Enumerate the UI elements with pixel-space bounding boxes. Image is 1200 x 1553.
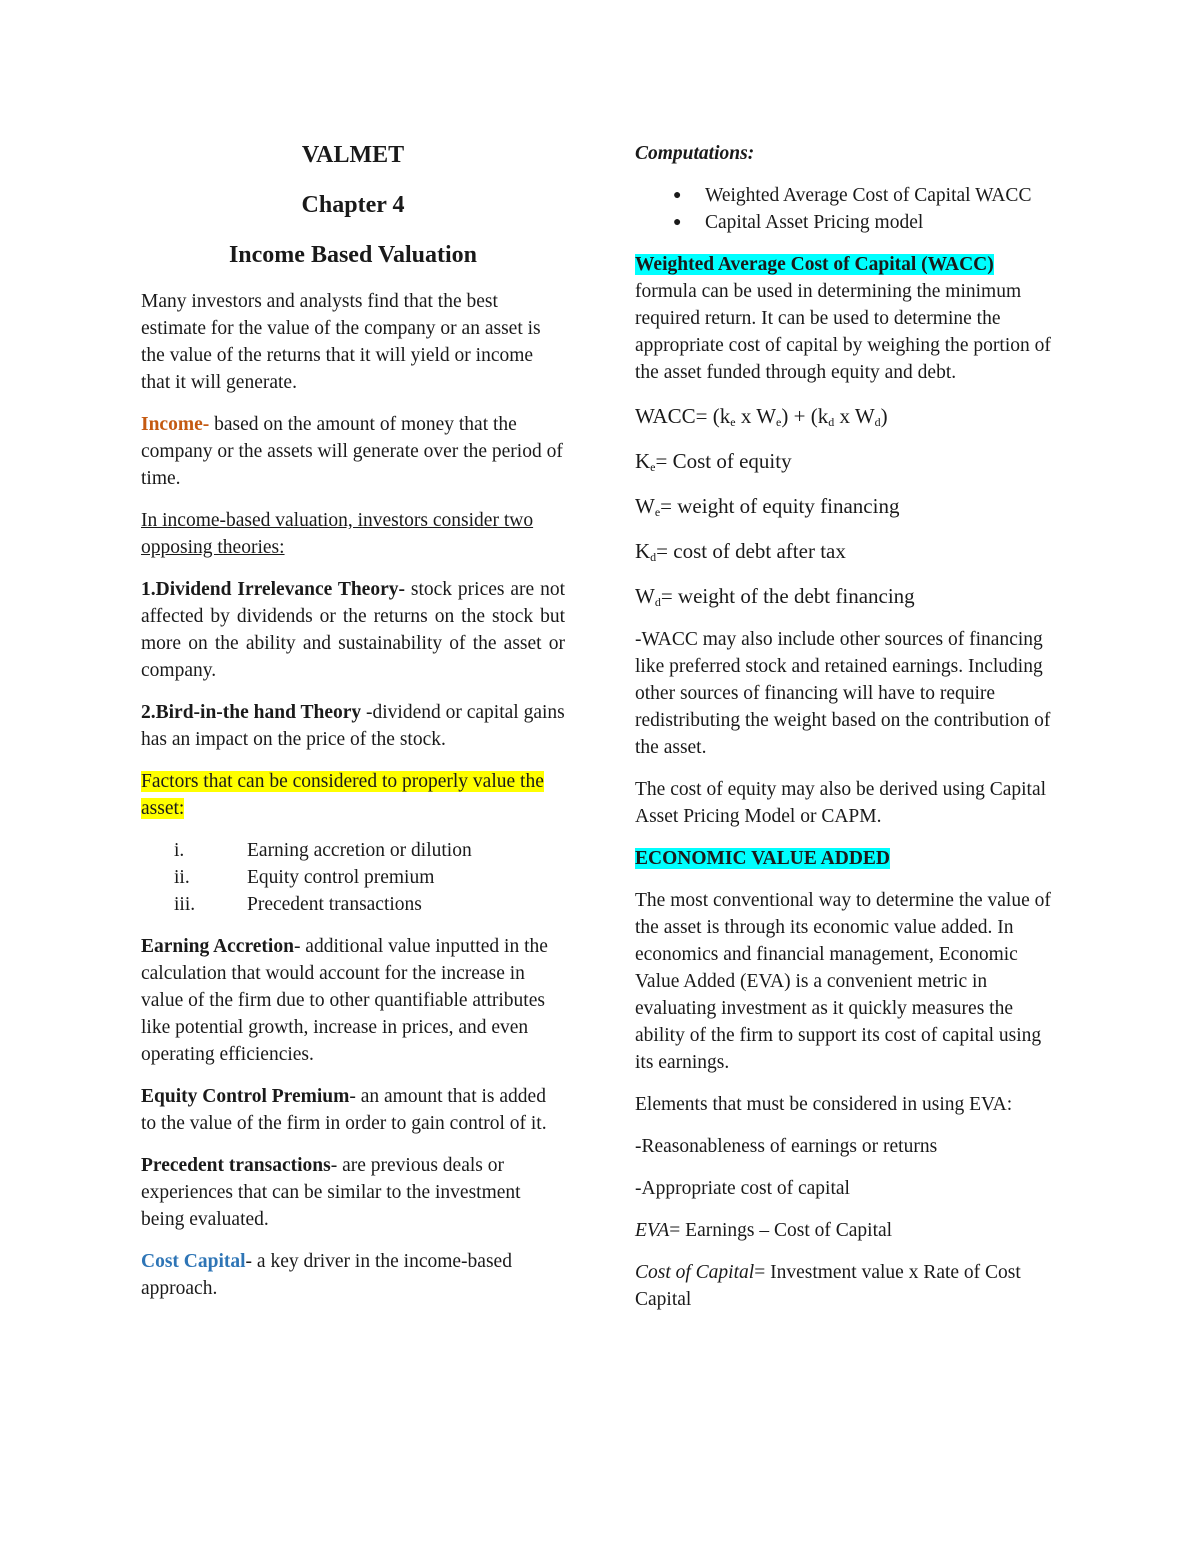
premium-definition: [141, 1083, 565, 1137]
theories-intro-text: In income-based valuation, investors consider two opposing theories:: [141, 510, 534, 558]
list-item: [635, 209, 1060, 236]
theory-2: [141, 699, 565, 753]
wacc-formula: [635, 401, 1060, 431]
cost-capital-def: - a key driver in the income-based approach.: [141, 1251, 512, 1299]
definition-we: [635, 491, 1060, 521]
chapter-title: Chapter 4: [301, 192, 405, 218]
symbol: K: [635, 449, 651, 473]
theory-2-term: 2.Bird-in-the hand Theory: [141, 702, 362, 723]
list-item: [141, 891, 565, 918]
definition-text: = cost of debt after tax: [656, 539, 846, 563]
factor-number: iii.: [174, 894, 196, 915]
factors-heading-text: Factors that can be considered to properly value the asset:: [141, 771, 544, 819]
section-title: Income Based Valuation: [228, 242, 478, 268]
doc-title: VALMET: [301, 142, 405, 168]
coc-formula-rest: = Investment value x Rate of Cost Capital: [635, 1262, 1021, 1310]
left-column: [141, 140, 565, 1317]
accretion-definition: [141, 933, 565, 1068]
precedent-def: - are previous deals or experiences that can be similar to the investment being evaluated.: [141, 1155, 521, 1230]
element-1: -Reasonableness of earnings or returns: [635, 1136, 938, 1157]
formula-part: ): [880, 404, 888, 428]
income-definition: [141, 411, 565, 492]
symbol-subscript: e: [654, 505, 661, 519]
definition-kd: [635, 536, 1060, 566]
factors-list: [141, 837, 565, 918]
eva-formula-rest: = Earnings – Cost of Capital: [669, 1220, 893, 1241]
formula-subscript: e: [730, 415, 736, 429]
eva-heading: [635, 845, 1060, 872]
eva-formula-term: EVA: [635, 1220, 670, 1241]
formula-part: x W: [735, 404, 777, 428]
income-def: based on the amount of money that the company or the assets will generate over the period of time.: [141, 414, 563, 489]
intro-paragraph: Many investors and analysts find that the best estimate for the value of the company or an asset is the value of the returns that it will yield or income that it will generate.: [141, 291, 541, 393]
definition-ke: [635, 446, 1060, 476]
formula-subscript: e: [776, 415, 782, 429]
symbol-subscript: e: [650, 460, 656, 474]
computations-list: [635, 182, 1060, 236]
factor-number: i.: [174, 840, 185, 861]
computation-text: Weighted Average Cost of Capital WACC: [705, 185, 1032, 206]
theory-2-def: -dividend or capital gains has an impact on the price of the stock.: [141, 702, 565, 750]
income-term: Income-: [141, 414, 210, 435]
formula-subscript: d: [828, 415, 835, 429]
theories-intro: [141, 507, 565, 561]
wacc-paragraph: [635, 251, 1060, 386]
formula-part: x W: [834, 404, 875, 428]
theory-1: [141, 576, 565, 684]
symbol-subscript: d: [650, 550, 657, 564]
theory-1-term: 1.Dividend Irrelevance Theory-: [141, 579, 405, 600]
eva-heading-text: ECONOMIC VALUE ADDED: [635, 848, 890, 869]
list-item: [141, 864, 565, 891]
list-item: [141, 837, 565, 864]
eva-formula: [635, 1217, 1060, 1244]
symbol: W: [635, 584, 655, 608]
computations-heading: Computations:: [635, 143, 755, 164]
eva-description: The most conventional way to determine the value of the asset is through its economic value added. In economics and financial management, Economic Value Added (EVA) is a convenient metric in evaluating investment as it quickly measures the ability of the firm to support its cost of capital using its earnings.: [635, 890, 1051, 1073]
precedent-definition: [141, 1152, 565, 1233]
precedent-term: Precedent transactions: [141, 1155, 331, 1176]
definition-text: = weight of the debt financing: [660, 584, 915, 608]
capm-note: The cost of equity may also be derived using Capital Asset Pricing Model or CAPM.: [635, 779, 1047, 827]
right-column: [635, 140, 1060, 1328]
bullet-icon: ●: [673, 215, 682, 230]
definition-text: = weight of equity financing: [660, 494, 900, 518]
factor-number: ii.: [174, 867, 190, 888]
cost-capital-definition: [141, 1248, 565, 1302]
formula-subscript: d: [874, 415, 881, 429]
formula-part: ) + (k: [781, 404, 829, 428]
computation-text: Capital Asset Pricing model: [705, 212, 924, 233]
coc-formula: [635, 1259, 1060, 1313]
wacc-description: formula can be used in determining the minimum required return. It can be used to determine the appropriate cost of capital by weighing the portion of the asset funded through equity and debt.: [635, 281, 1051, 383]
factor-text: Precedent transactions: [247, 894, 422, 915]
accretion-def: - additional value inputted in the calculation that would account for the increase in value of the firm due to other quantifiable attributes like potential growth, increase in prices, and even operating efficiencies.: [141, 936, 548, 1065]
accretion-term: Earning Accretion: [141, 936, 294, 957]
theory-1-def: stock prices are not affected by dividends or the returns on the stock but more on the ability and sustainability of the asset or company.: [141, 579, 565, 681]
symbol: W: [635, 494, 655, 518]
wacc-note: -WACC may also include other sources of financing like preferred stock and retained earnings. Including other sources of financing will have to require redistributing the weight based on the contribution of the asset.: [635, 629, 1051, 758]
element-2: -Appropriate cost of capital: [635, 1178, 850, 1199]
bullet-icon: ●: [673, 188, 682, 203]
definition-wd: [635, 581, 1060, 611]
symbol-subscript: d: [654, 595, 661, 609]
factors-heading: [141, 768, 565, 822]
coc-formula-term: Cost of Capital: [635, 1262, 755, 1283]
factor-text: Equity control premium: [247, 867, 435, 888]
symbol: K: [635, 539, 651, 563]
wacc-heading: Weighted Average Cost of Capital (WACC): [635, 254, 994, 275]
formula-part: WACC= (k: [635, 404, 731, 428]
premium-def: - an amount that is added to the value of the firm in order to gain control of it.: [141, 1086, 547, 1134]
elements-heading: Elements that must be considered in using EVA:: [635, 1094, 1013, 1115]
factor-text: Earning accretion or dilution: [247, 840, 472, 861]
list-item: [635, 182, 1060, 209]
premium-term: Equity Control Premium: [141, 1086, 350, 1107]
cost-capital-term: Cost Capital: [141, 1251, 246, 1272]
definition-text: = Cost of equity: [655, 449, 792, 473]
